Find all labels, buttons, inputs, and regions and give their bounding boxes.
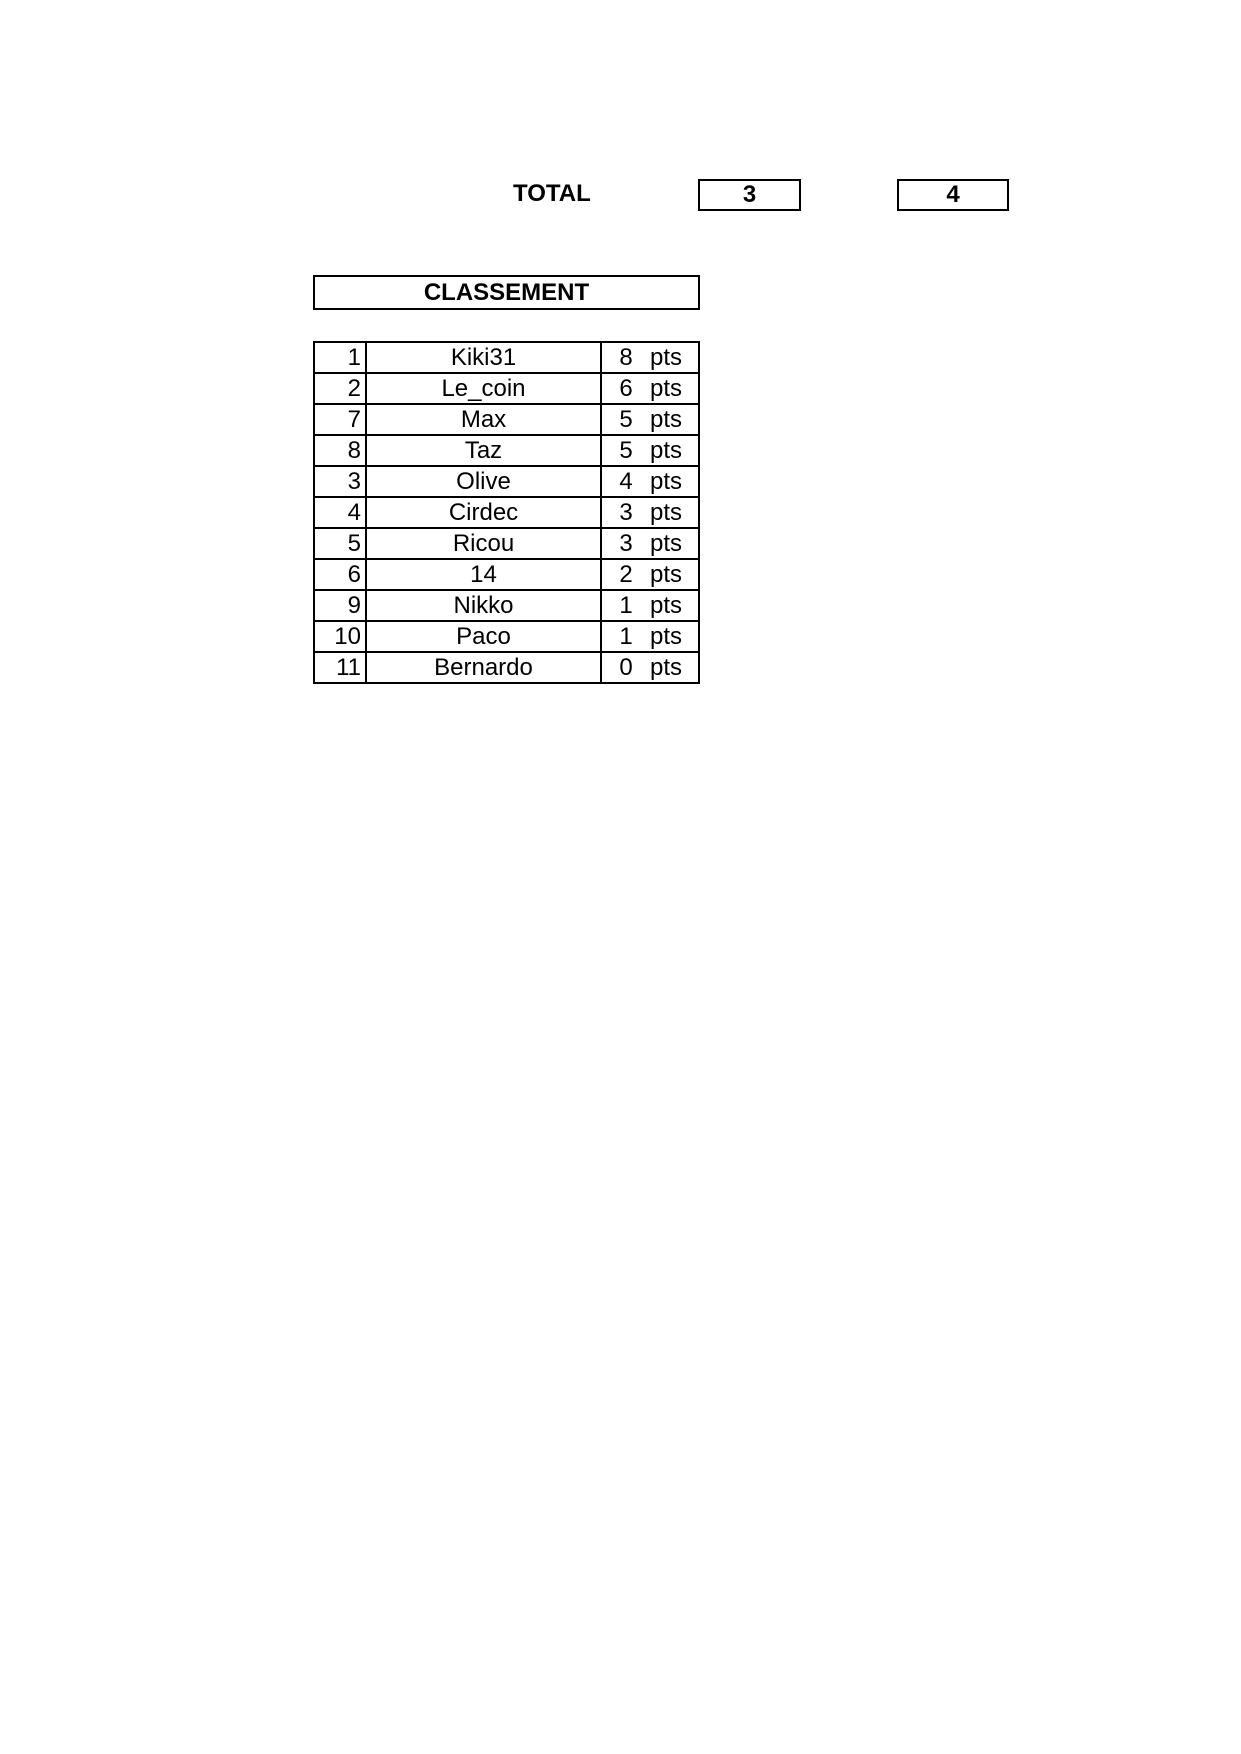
points-unit: pts: [650, 560, 683, 588]
points-value: 5: [619, 405, 633, 433]
rank-cell: 4: [314, 497, 366, 528]
rank-cell: 2: [314, 373, 366, 404]
rank-cell: 10: [314, 621, 366, 652]
table-row: [314, 621, 699, 652]
points-cell: [601, 497, 699, 528]
table-row: [314, 652, 699, 683]
points-value: 3: [619, 529, 633, 557]
points-unit: pts: [650, 405, 683, 433]
player-name-cell: 14: [366, 559, 601, 590]
points-unit: pts: [650, 467, 683, 495]
points-unit: pts: [650, 653, 683, 681]
player-name-cell: Max: [366, 404, 601, 435]
points-cell: [601, 373, 699, 404]
player-name-cell: Paco: [366, 621, 601, 652]
player-name-cell: Bernardo: [366, 652, 601, 683]
table-row: [314, 435, 699, 466]
points-value: 1: [619, 622, 633, 650]
table-row: [314, 466, 699, 497]
points-value: 3: [619, 498, 633, 526]
points-value: 5: [619, 436, 633, 464]
points-unit: pts: [650, 498, 683, 526]
points-unit: pts: [650, 622, 683, 650]
ranking-table-body: [314, 342, 699, 683]
rank-cell: 1: [314, 342, 366, 373]
ranking-table: [313, 341, 700, 684]
points-cell: [601, 528, 699, 559]
points-cell: [601, 590, 699, 621]
rank-cell: 11: [314, 652, 366, 683]
rank-cell: 7: [314, 404, 366, 435]
points-unit: pts: [650, 374, 683, 402]
player-name-cell: Nikko: [366, 590, 601, 621]
points-cell: [601, 559, 699, 590]
table-row: [314, 590, 699, 621]
points-cell: [601, 342, 699, 373]
points-cell: [601, 621, 699, 652]
player-name-cell: Le_coin: [366, 373, 601, 404]
table-row: [314, 497, 699, 528]
points-value: 1: [619, 591, 633, 619]
player-name-cell: Taz: [366, 435, 601, 466]
points-cell: [601, 404, 699, 435]
classement-title: CLASSEMENT: [313, 275, 700, 310]
points-unit: pts: [650, 343, 683, 371]
table-row: [314, 342, 699, 373]
total-label: TOTAL: [513, 180, 591, 207]
player-name-cell: Olive: [366, 466, 601, 497]
total-value-box: 4: [897, 179, 1009, 211]
points-value: 6: [619, 374, 633, 402]
rank-cell: 8: [314, 435, 366, 466]
points-unit: pts: [650, 591, 683, 619]
points-value: 8: [619, 343, 633, 371]
player-name-cell: Cirdec: [366, 497, 601, 528]
table-row: [314, 404, 699, 435]
rank-cell: 6: [314, 559, 366, 590]
player-name-cell: Kiki31: [366, 342, 601, 373]
table-row: [314, 528, 699, 559]
points-value: 2: [619, 560, 633, 588]
total-value-box: 3: [698, 179, 801, 211]
points-unit: pts: [650, 529, 683, 557]
points-cell: [601, 652, 699, 683]
points-cell: [601, 466, 699, 497]
points-unit: pts: [650, 436, 683, 464]
player-name-cell: Ricou: [366, 528, 601, 559]
rank-cell: 5: [314, 528, 366, 559]
rank-cell: 9: [314, 590, 366, 621]
table-row: [314, 559, 699, 590]
table-row: [314, 373, 699, 404]
points-value: 4: [619, 467, 633, 495]
points-cell: [601, 435, 699, 466]
rank-cell: 3: [314, 466, 366, 497]
points-value: 0: [619, 653, 633, 681]
